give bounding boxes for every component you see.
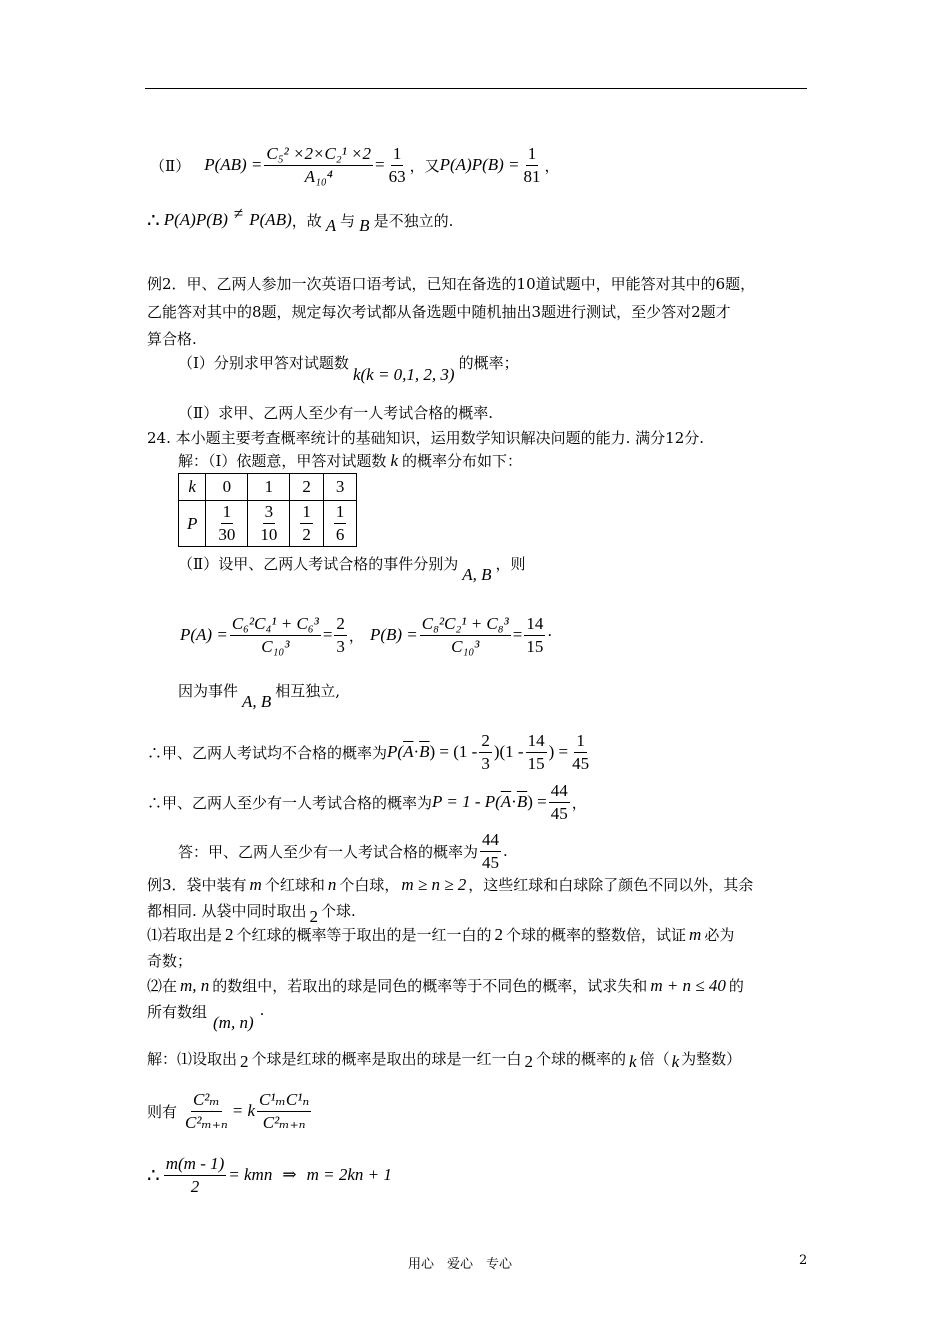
problem-24-note: 24. 本小题主要考查概率统计的基础知识，运用数学知识解决问题的能力. 满分12分.	[147, 429, 705, 447]
section-label: （Ⅱ）	[150, 156, 191, 175]
example-2-question-1: （Ⅰ）分别求甲答对试题数 k(k = 0,1, 2, 3) 的概率；	[178, 354, 519, 384]
fraction-pab: $\frac{\text{C₅² ×2×C₂¹ ×2}}{\text{A₁₀⁴}}$	[266, 143, 372, 186]
formula-papb: P(A)P(B) =	[439, 155, 520, 174]
proof-line-2: ∴ P(A)P(B) ≠ P(AB) ，故 A 与 B 是不独立的.	[147, 204, 454, 235]
page-number: 2	[799, 1253, 808, 1268]
answer-line: 答：甲、乙两人至少有一人考试合格的概率为 $\frac{44}{45}$ .	[178, 829, 508, 872]
probability-distribution-table	[178, 473, 357, 547]
equation-1: 则有 $\frac{\text{C²ₘ}}{\text{C²ₘ₊ₙ}}$ = k $\frac{\text{C¹ₘC¹ₙ}}{\text{C²ₘ₊ₙ}}$	[147, 1089, 310, 1132]
table-cell: $\frac{1}{30}$	[206, 501, 248, 547]
table-header-p: P	[179, 501, 206, 547]
example-2-line-3: 算合格.	[147, 330, 197, 348]
table-row	[179, 474, 357, 501]
example-2-question-2: （Ⅱ）求甲、乙两人至少有一人考试合格的概率.	[178, 404, 493, 422]
independence-line: 因为事件 A, B 相互独立,	[178, 682, 341, 711]
table-cell: 3	[323, 474, 357, 501]
formula-pab: P(AB) =	[204, 155, 263, 174]
example-3-line-2: 都相同. 从袋中同时取出 2 个球.	[147, 902, 356, 926]
fraction-1-63: $\frac{1}{63}$	[388, 143, 406, 186]
table-cell: 0	[206, 474, 248, 501]
table-cell: 1	[248, 474, 290, 501]
table-cell: 2	[290, 474, 324, 501]
formula-pa-pb: P(A) = $\frac{\text{C₆²C₄¹ + C₆³}}{\text{C₁₀³}}$ = $\frac{2}{3}$ ， P(B) = $\frac{\text{C₈²C₂¹ + C₈³}}{\text{C₁₀³}}$ = $\frac{14}{15}$ ·	[180, 613, 553, 656]
at-least-one-line: ∴甲、乙两人至少有一人考试合格的概率为 P = 1 - P( $\overline{A}$ · $\overline{B}$ ) = $\frac{44}{45}$ ，	[147, 780, 587, 823]
example-2-line-1: 例2．甲、乙两人参加一次英语口语考试，已知在备选的10道试题中，甲能答对其中的6题，	[147, 275, 756, 293]
table-row	[179, 501, 357, 547]
footer-slogan: 用心 爱心 专心	[408, 1257, 513, 1272]
table-cell: $\frac{3}{10}$	[248, 501, 290, 547]
solution-2-intro: （Ⅱ）设甲、乙两人考试合格的事件分别为 A, B ，则	[178, 555, 526, 584]
fraction-pb: $\frac{\text{C₈²C₂¹ + C₈³}}{\text{C₁₀³}}$	[421, 613, 509, 656]
example-3-part-1-end: 奇数；	[147, 952, 193, 970]
solution-1-intro: 解：（Ⅰ）依题意，甲答对试题数 k 的概率分布如下：	[178, 450, 522, 470]
equation-2: ∴ $\frac{m(m - 1)}{2}$ = kmn ⇒ m = 2kn + 1	[147, 1153, 392, 1196]
solution-3-intro: 解：⑴设取出 2 个球是红球的概率是取出的球是一红一白 2 个球的概率的 k 倍（ k 为整数）	[147, 1050, 742, 1071]
therefore-symbol: ∴	[147, 208, 160, 232]
fraction-pa: $\frac{\text{C₆²C₄¹ + C₆³}}{\text{C₁₀³}}$	[231, 613, 319, 656]
table-header-k: k	[179, 474, 206, 501]
fraction-1-81: $\frac{1}{81}$	[523, 143, 541, 186]
example-3-part-2: ⑵在 m, n 的数组中，若取出的球是同色的概率等于不同色的概率，试求失和 m + n ≤ 40 的	[147, 975, 744, 995]
table-cell: $\frac{1}{6}$	[323, 501, 357, 547]
example-3-line-1: 例3．袋中装有 m 个红球和 n 个白球， m ≥ n ≥ 2 ，这些红球和白球除了颜色不同以外，其余	[147, 874, 754, 894]
example-3-part-2-end: 所有数组 (m, n) .	[147, 1001, 265, 1032]
header-rule	[145, 88, 807, 89]
proof-line-1: （Ⅱ） P(AB) = $\frac{\text{C₅² ×2×C₂¹ ×2}}{\text{A₁₀⁴}}$ = $\frac{1}{63}$ ，又 P(A)P(B) = $\frac{1}{81}$ ，	[150, 143, 560, 186]
table-cell: $\frac{1}{2}$	[290, 501, 324, 547]
both-fail-line: ∴甲、乙两人考试均不合格的概率为 P( $\overline{A}$ · $\overline{B}$ ) = (1 - $\frac{2}{3}$ )(1 - $\frac{14}{15}$ ) = $\frac{1}{45}$	[147, 730, 590, 773]
example-2-line-2: 乙能答对其中的8题，规定每次考试都从备选题中随机抽出3题进行测试，至少答对2题才	[147, 303, 731, 321]
example-3-part-1: ⑴若取出是 2 个红球的概率等于取出的是一红一白的 2 个球的概率的整数倍，试证 m 必为	[147, 924, 735, 944]
